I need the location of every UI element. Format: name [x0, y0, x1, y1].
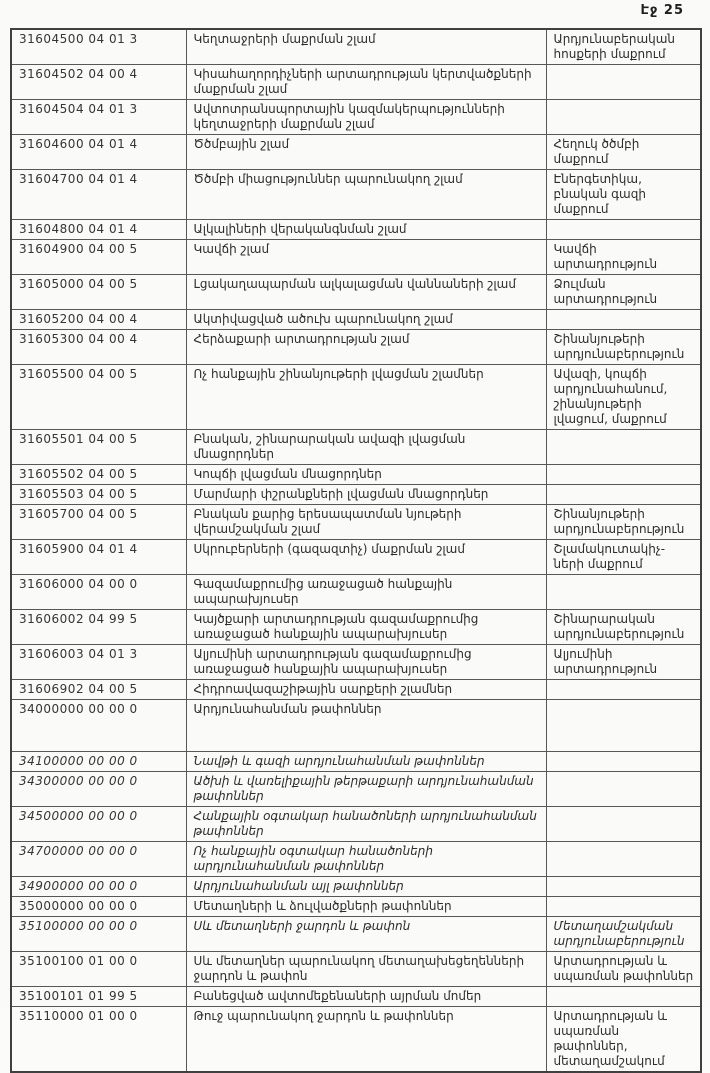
code-cell: 34700000 00 00 0 — [11, 842, 186, 877]
code-cell: 34000000 00 00 0 — [11, 700, 186, 752]
table-row — [11, 1007, 701, 1073]
description-cell: Մարմարի փշրանքների լվացման մնացորդներ — [186, 485, 546, 505]
note-cell: Կավճի արտադրություն — [546, 240, 701, 275]
note-cell — [546, 485, 701, 505]
table-row — [11, 135, 701, 170]
table-row — [11, 485, 701, 505]
description-cell: Կայծքարի արտադրության գազամաքրումից առաջացած հանքային ապարախյուսեր — [186, 610, 546, 645]
description-cell: Մետաղների և ձուլվածքների թափոններ — [186, 897, 546, 917]
note-cell: Արտադրության և սպառման թափոններ, մետաղամշակում — [546, 1007, 701, 1073]
code-cell: 31604504 04 01 3 — [11, 100, 186, 135]
code-cell: 31605503 04 00 5 — [11, 485, 186, 505]
description-cell: Կավճի շլամ — [186, 240, 546, 275]
table-row — [11, 65, 701, 100]
table-row — [11, 540, 701, 575]
table-row — [11, 680, 701, 700]
table-row — [11, 275, 701, 310]
description-cell: Ծծմբի միացություններ պարունակող շլամ — [186, 170, 546, 220]
table-row — [11, 465, 701, 485]
code-cell: 31606002 04 99 5 — [11, 610, 186, 645]
table-row — [11, 877, 701, 897]
description-cell: Հանքային օգտակար հանածոների արդյունահանման թափոններ — [186, 807, 546, 842]
code-cell: 35000000 00 00 0 — [11, 897, 186, 917]
waste-classification-table — [10, 28, 702, 1073]
description-cell: Բնական քարից երեսապատման նյութերի վերամշակման շլամ — [186, 505, 546, 540]
note-cell: Շինանյութերի արդյունաբերություն — [546, 330, 701, 365]
note-cell: Շինանյութերի արդյունաբերություն — [546, 505, 701, 540]
code-cell: 35100101 01 99 5 — [11, 987, 186, 1007]
description-cell: Կիսահաղորդիչների արտադրության կերտվածքների մաքրման շլամ — [186, 65, 546, 100]
note-cell — [546, 877, 701, 897]
table-row — [11, 897, 701, 917]
note-cell — [546, 987, 701, 1007]
note-cell — [546, 575, 701, 610]
note-cell: Ալյումինի արտադրություն — [546, 645, 701, 680]
code-cell: 35110000 01 00 0 — [11, 1007, 186, 1073]
table-row — [11, 987, 701, 1007]
table-row — [11, 365, 701, 430]
note-cell — [546, 807, 701, 842]
table-row — [11, 170, 701, 220]
description-cell: Սկրուբերների (գազազտիչ) մաքրման շլամ — [186, 540, 546, 575]
code-cell: 35100000 00 00 0 — [11, 917, 186, 952]
note-cell: Շլամակուտակիչ-ների մաքրում — [546, 540, 701, 575]
table-row — [11, 330, 701, 365]
description-cell: Բնական, շինարարական ավազի լվացման մնացորդներ — [186, 430, 546, 465]
code-cell: 31605502 04 00 5 — [11, 465, 186, 485]
table-row — [11, 100, 701, 135]
note-cell — [546, 842, 701, 877]
description-cell: Ծծմբային շլամ — [186, 135, 546, 170]
description-cell: Սև մետաղներ պարունակող մետաղախեցեղենների ջարդոն և թափոն — [186, 952, 546, 987]
note-cell: Շինարարական արդյունաբերություն — [546, 610, 701, 645]
note-cell — [546, 700, 701, 752]
description-cell: Ալյումինի արտադրության գազամաքրումից առաջացած հանքային ապարախյուսեր — [186, 645, 546, 680]
table-row — [11, 807, 701, 842]
table-row — [11, 842, 701, 877]
table-row — [11, 952, 701, 987]
description-cell: Հերձաքարի արտադրության շլամ — [186, 330, 546, 365]
table-row — [11, 700, 701, 752]
table-row — [11, 220, 701, 240]
note-cell — [546, 897, 701, 917]
description-cell: Լցակաղապարման ալկալացման վաննաների շլամ — [186, 275, 546, 310]
table-row — [11, 575, 701, 610]
code-cell: 34300000 00 00 0 — [11, 772, 186, 807]
description-cell: Ավտոտրանսպորտային կազմակերպությունների կեղտաջրերի մաքրման շլամ — [186, 100, 546, 135]
note-cell — [546, 772, 701, 807]
description-cell: Կեղտաջրերի մաքրման շլամ — [186, 29, 546, 65]
code-cell: 31604700 04 01 4 — [11, 170, 186, 220]
table-row — [11, 610, 701, 645]
table-row — [11, 29, 701, 65]
table-row — [11, 310, 701, 330]
code-cell: 31604900 04 00 5 — [11, 240, 186, 275]
table-row — [11, 505, 701, 540]
code-cell: 31604502 04 00 4 — [11, 65, 186, 100]
description-cell: Ոչ հանքային օգտակար հանածոների արդյունահանման թափոններ — [186, 842, 546, 877]
note-cell: Հեղուկ ծծմբի մաքրում — [546, 135, 701, 170]
description-cell: Գազամաքրումից առաջացած հանքային ապարախյուսեր — [186, 575, 546, 610]
code-cell: 34100000 00 00 0 — [11, 752, 186, 772]
code-cell: 31605200 04 00 4 — [11, 310, 186, 330]
note-cell — [546, 680, 701, 700]
code-cell: 31604800 04 01 4 — [11, 220, 186, 240]
description-cell: Թուջ պարունակող ջարդոն և թափոններ — [186, 1007, 546, 1073]
code-cell: 34900000 00 00 0 — [11, 877, 186, 897]
note-cell — [546, 430, 701, 465]
note-cell: Ձուլման արտադրություն — [546, 275, 701, 310]
code-cell: 31605000 04 00 5 — [11, 275, 186, 310]
page-number-label: Էջ 25 — [640, 3, 684, 18]
description-cell: Բանեցված ավտոմեքենաների այրման մոմեր — [186, 987, 546, 1007]
code-cell: 31606003 04 01 3 — [11, 645, 186, 680]
note-cell: Ավազի, կոպճի արդյունահանում, շինանյութերի լվացում, մաքրում — [546, 365, 701, 430]
description-cell: Արդյունահանման այլ թափոններ — [186, 877, 546, 897]
description-cell: Նավթի և գազի արդյունահանման թափոններ — [186, 752, 546, 772]
table-row — [11, 240, 701, 275]
description-cell: Ածխի և վառելիքային թերթաքարի արդյունահանման թափոններ — [186, 772, 546, 807]
code-cell: 31605500 04 00 5 — [11, 365, 186, 430]
description-cell: Ոչ հանքային շինանյութերի լվացման շլամներ — [186, 365, 546, 430]
code-cell: 31606000 04 00 0 — [11, 575, 186, 610]
description-cell: Սև մետաղների ջարդոն և թափոն — [186, 917, 546, 952]
code-cell: 31604500 04 01 3 — [11, 29, 186, 65]
waste-table-body — [11, 29, 701, 1072]
note-cell: Մետաղամշակման արդյունաբերություն — [546, 917, 701, 952]
code-cell: 34500000 00 00 0 — [11, 807, 186, 842]
note-cell — [546, 310, 701, 330]
note-cell — [546, 100, 701, 135]
table-row — [11, 752, 701, 772]
note-cell: Արդյունաբերական հոսքերի մաքրում — [546, 29, 701, 65]
code-cell: 31606902 04 00 5 — [11, 680, 186, 700]
description-cell: Հիդրոավազաշիթային սարքերի շլամներ — [186, 680, 546, 700]
note-cell — [546, 220, 701, 240]
description-cell: Կոպճի լվացման մնացորդներ — [186, 465, 546, 485]
description-cell: Ակտիվացված ածուխ պարունակող շլամ — [186, 310, 546, 330]
code-cell: 31605300 04 00 4 — [11, 330, 186, 365]
code-cell: 31605900 04 01 4 — [11, 540, 186, 575]
note-cell: Արտադրության և սպառման թափոններ — [546, 952, 701, 987]
note-cell: Էներգետիկա, բնական գազի մաքրում — [546, 170, 701, 220]
table-row — [11, 430, 701, 465]
code-cell: 31605700 04 00 5 — [11, 505, 186, 540]
description-cell: Արդյունահանման թափոններ — [186, 700, 546, 752]
table-row — [11, 772, 701, 807]
code-cell: 31605501 04 00 5 — [11, 430, 186, 465]
note-cell — [546, 65, 701, 100]
table-row — [11, 917, 701, 952]
note-cell — [546, 465, 701, 485]
code-cell: 35100100 01 00 0 — [11, 952, 186, 987]
code-cell: 31604600 04 01 4 — [11, 135, 186, 170]
table-row — [11, 645, 701, 680]
note-cell — [546, 752, 701, 772]
description-cell: Ալկալիների վերականգնման շլամ — [186, 220, 546, 240]
